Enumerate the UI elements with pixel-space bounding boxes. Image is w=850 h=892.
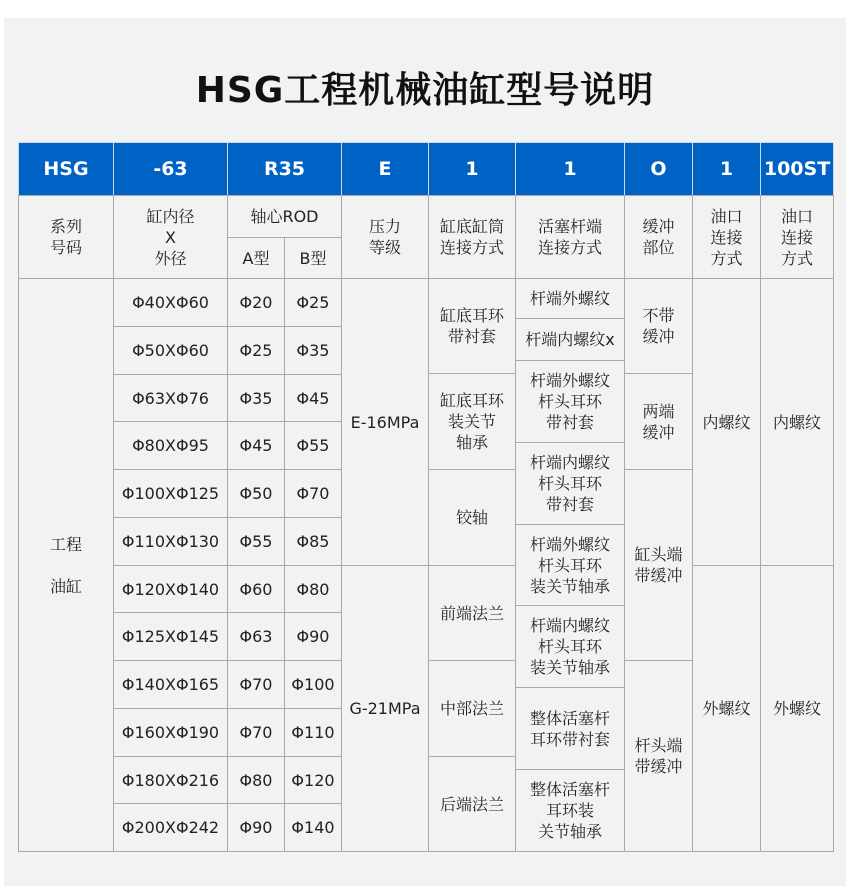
header-code-cell: 1 — [515, 142, 625, 196]
bore-cell: Φ180XΦ216 — [113, 756, 228, 804]
rod-b-cell: Φ90 — [284, 612, 342, 661]
rod-b-cell: Φ110 — [284, 708, 342, 757]
rod-a-cell: Φ55 — [227, 517, 285, 566]
bore-cell: Φ100XΦ125 — [113, 469, 228, 518]
label-bottom-connection: 缸底缸筒 连接方式 — [428, 195, 516, 279]
rod-a-cell: Φ25 — [227, 326, 285, 375]
label-series: 系列 号码 — [18, 195, 114, 279]
bore-cell: Φ140XΦ165 — [113, 660, 228, 709]
rod-a-cell: Φ80 — [227, 756, 285, 804]
rod-a-cell: Φ63 — [227, 612, 285, 661]
page-title: HSG工程机械油缸型号说明 — [195, 70, 655, 111]
piston-connection-cell: 杆端内螺纹x — [515, 318, 625, 361]
header-code-cell: 1 — [692, 142, 761, 196]
rod-b-cell: Φ120 — [284, 756, 342, 804]
port-cell: 内螺纹 — [692, 278, 761, 566]
header-code-cell: -63 — [113, 142, 228, 196]
header-code-cell: 100ST — [760, 142, 834, 196]
bore-cell: Φ200XΦ242 — [113, 803, 228, 852]
rod-a-cell: Φ50 — [227, 469, 285, 518]
piston-connection-cell: 整体活塞杆 耳环带衬套 — [515, 687, 625, 770]
piston-connection-cell: 杆端外螺纹 杆头耳环 装关节轴承 — [515, 524, 625, 606]
label-bore: 缸内径 X 外径 — [113, 195, 228, 279]
label-port-1: 油口 连接 方式 — [692, 195, 761, 279]
bore-cell: Φ120XΦ140 — [113, 565, 228, 613]
rod-b-cell: Φ45 — [284, 374, 342, 422]
pressure-cell: G-21MPa — [341, 565, 429, 852]
bore-cell: Φ125XΦ145 — [113, 612, 228, 661]
label-cushion: 缓冲 部位 — [624, 195, 693, 279]
piston-connection-cell: 杆端内螺纹 杆头耳环 装关节轴承 — [515, 605, 625, 688]
rod-a-cell: Φ70 — [227, 708, 285, 757]
rod-b-cell: Φ35 — [284, 326, 342, 375]
cushion-cell: 两端 缓冲 — [624, 373, 693, 470]
bore-cell: Φ160XΦ190 — [113, 708, 228, 757]
header-code-cell: O — [624, 142, 693, 196]
piston-connection-cell: 杆端外螺纹 — [515, 278, 625, 319]
rod-b-cell: Φ100 — [284, 660, 342, 709]
header-code-cell: E — [341, 142, 429, 196]
piston-connection-cell: 杆端内螺纹 杆头耳环 带衬套 — [515, 442, 625, 525]
rod-a-cell: Φ90 — [227, 803, 285, 852]
rod-a-cell: Φ60 — [227, 565, 285, 613]
label-pressure: 压力 等级 — [341, 195, 429, 279]
rod-b-cell: Φ80 — [284, 565, 342, 613]
pressure-cell: E-16MPa — [341, 278, 429, 566]
bottom-connection-cell: 中部法兰 — [428, 660, 516, 757]
piston-connection-cell: 杆端外螺纹 杆头耳环 带衬套 — [515, 360, 625, 443]
bore-cell: Φ40XΦ60 — [113, 278, 228, 327]
port-cell: 内螺纹 — [760, 278, 834, 566]
cushion-cell: 杆头端 带缓冲 — [624, 660, 693, 852]
rod-b-cell: Φ55 — [284, 421, 342, 470]
cushion-cell: 不带 缓冲 — [624, 278, 693, 374]
label-port-2: 油口 连接 方式 — [760, 195, 834, 279]
bottom-connection-cell: 前端法兰 — [428, 565, 516, 661]
rod-b-cell: Φ85 — [284, 517, 342, 566]
bore-cell: Φ80XΦ95 — [113, 421, 228, 470]
rod-a-cell: Φ20 — [227, 278, 285, 327]
label-rod-b: B型 — [284, 237, 342, 279]
label-rod-a: A型 — [227, 237, 285, 279]
header-code-cell: R35 — [227, 142, 342, 196]
piston-connection-cell: 整体活塞杆 耳环装 关节轴承 — [515, 769, 625, 852]
header-code-cell: 1 — [428, 142, 516, 196]
bottom-connection-cell: 后端法兰 — [428, 756, 516, 852]
bore-cell: Φ50XΦ60 — [113, 326, 228, 375]
port-cell: 外螺纹 — [692, 565, 761, 852]
series-value: 工程 油缸 — [18, 278, 114, 852]
rod-a-cell: Φ45 — [227, 421, 285, 470]
rod-b-cell: Φ25 — [284, 278, 342, 327]
bore-cell: Φ63XΦ76 — [113, 374, 228, 422]
bottom-connection-cell: 铰轴 — [428, 469, 516, 566]
header-code-cell: HSG — [18, 142, 114, 196]
rod-a-cell: Φ35 — [227, 374, 285, 422]
port-cell: 外螺纹 — [760, 565, 834, 852]
bottom-connection-cell: 缸底耳环 带衬套 — [428, 278, 516, 374]
cushion-cell: 缸头端 带缓冲 — [624, 469, 693, 661]
rod-a-cell: Φ70 — [227, 660, 285, 709]
bottom-connection-cell: 缸底耳环 装关节 轴承 — [428, 373, 516, 470]
rod-b-cell: Φ70 — [284, 469, 342, 518]
rod-b-cell: Φ140 — [284, 803, 342, 852]
label-rod: 轴心ROD — [227, 195, 342, 238]
label-piston-connection: 活塞杆端 连接方式 — [515, 195, 625, 279]
bore-cell: Φ110XΦ130 — [113, 517, 228, 566]
